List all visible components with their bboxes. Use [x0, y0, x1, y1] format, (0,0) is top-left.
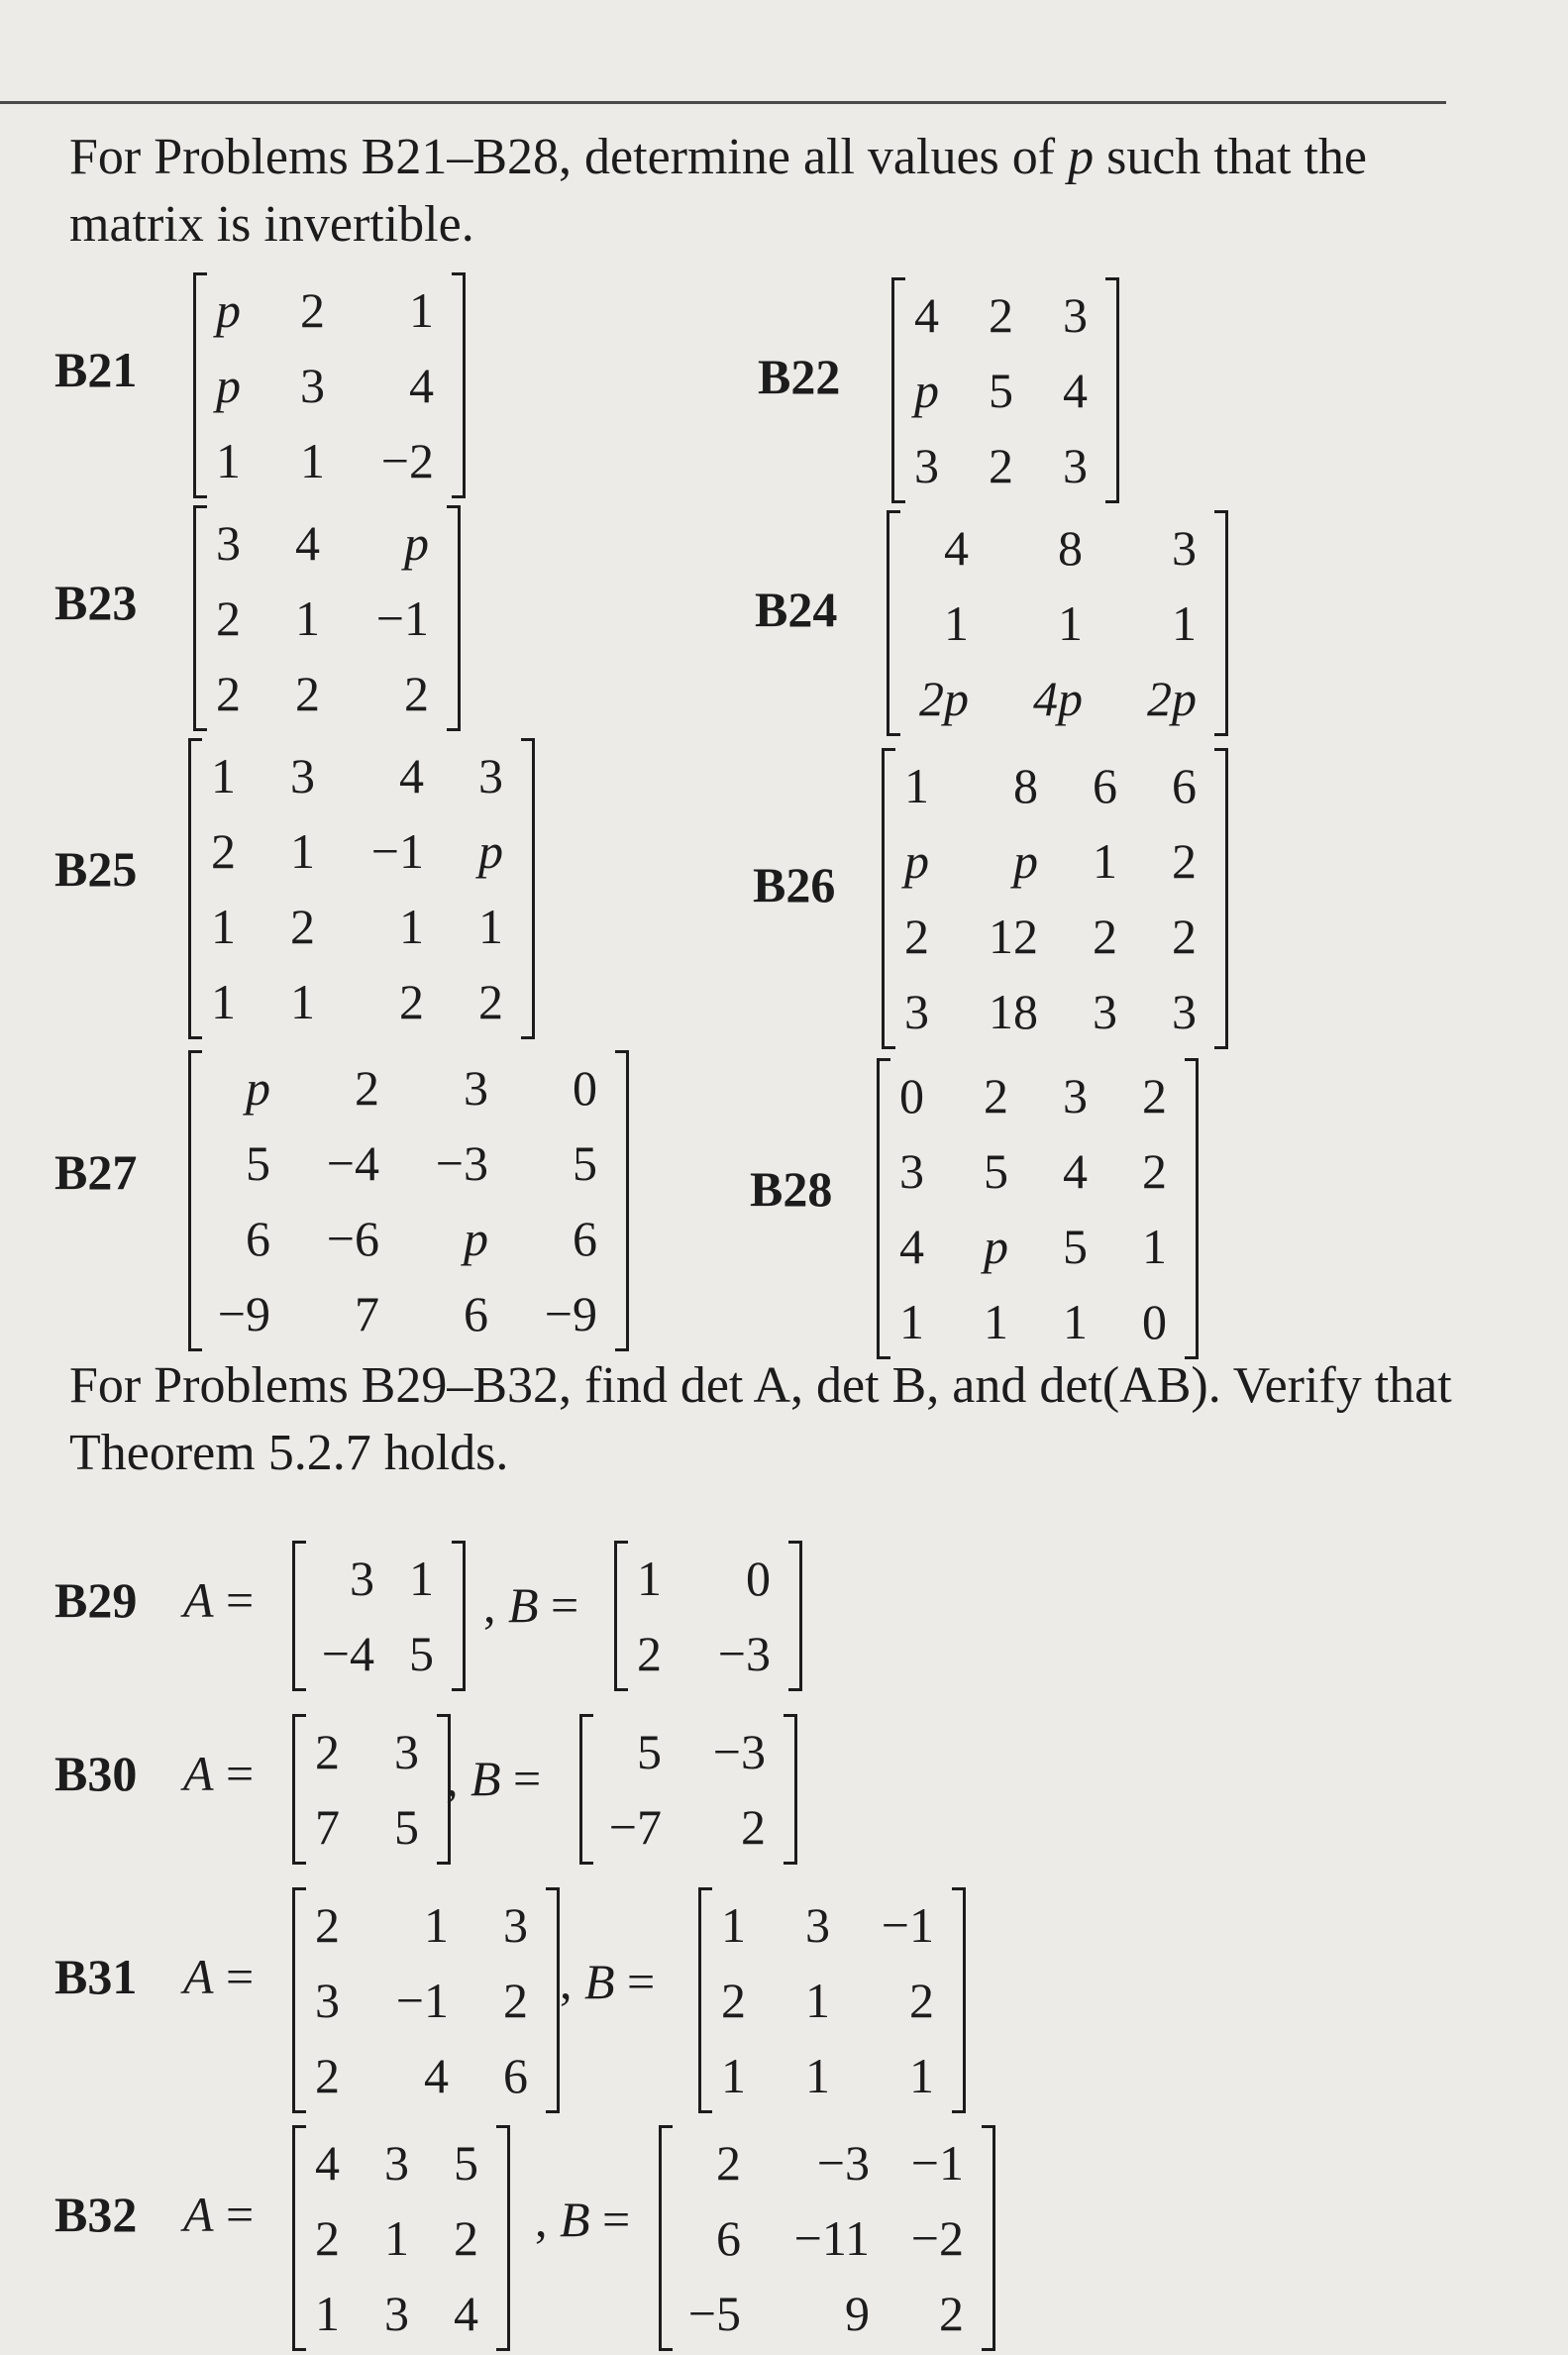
matrix-cell: 3 — [914, 438, 939, 493]
matrix-cell: 1 — [637, 1551, 662, 1606]
matrix-cell: 1 — [409, 282, 434, 338]
right-bracket — [1185, 1058, 1199, 1359]
matrix-cell: 2p — [1147, 671, 1197, 726]
matrix-b29-a — [292, 1541, 466, 1691]
matrix-cell: 3 — [1063, 287, 1088, 343]
matrix-cell: 2 — [939, 2286, 964, 2341]
matrix-cell: −2 — [910, 2210, 964, 2266]
matrix-cell: 2 — [478, 974, 503, 1029]
matrix-cell: 2 — [300, 282, 325, 338]
matrix-b28 — [877, 1058, 1199, 1359]
matrix-cell: p — [216, 358, 241, 413]
matrix-cell: 3 — [805, 1897, 830, 1953]
matrix-cell: 7 — [355, 1286, 379, 1341]
matrix-cell: 4 — [914, 287, 939, 343]
right-bracket — [615, 1050, 629, 1351]
matrix-cell: p — [216, 282, 241, 338]
matrix-cell: 1 — [315, 2286, 340, 2341]
matrix-cell: p — [246, 1060, 270, 1116]
right-bracket — [452, 1541, 466, 1691]
label-b30: B30 — [54, 1746, 138, 1801]
a-equals-b31: A = — [183, 1949, 255, 2004]
matrix-cell: p — [464, 1211, 488, 1266]
matrix-cell: 9 — [845, 2286, 870, 2341]
matrix-cell: 2 — [355, 1060, 379, 1116]
matrix-cell: 6 — [1093, 758, 1117, 813]
matrix-b21 — [193, 272, 466, 498]
matrix-cell: 18 — [989, 984, 1038, 1039]
left-bracket — [193, 505, 207, 731]
matrix-cell: 5 — [989, 363, 1013, 418]
matrix-grid — [207, 272, 452, 498]
right-bracket — [788, 1541, 802, 1691]
label-b23: B23 — [54, 575, 138, 630]
matrix-cell: 1 — [1058, 595, 1083, 651]
matrix-b23 — [193, 505, 461, 731]
matrix-cell: 1 — [721, 2048, 746, 2103]
matrix-cell: 1 — [300, 433, 325, 488]
matrix-cell: −6 — [326, 1211, 379, 1266]
matrix-cell: 5 — [984, 1143, 1008, 1199]
b-equals-b29: , B = — [483, 1577, 579, 1633]
matrix-cell: 2 — [1172, 909, 1197, 964]
matrix-cell: −1 — [370, 823, 424, 879]
matrix-cell: p — [984, 1219, 1008, 1274]
matrix-cell: 3 — [1093, 984, 1117, 1039]
matrix-cell: 2 — [1142, 1143, 1167, 1199]
matrix-cell: 3 — [350, 1551, 374, 1606]
matrix-cell: 0 — [573, 1060, 597, 1116]
matrix-cell: 3 — [503, 1897, 528, 1953]
label-b32: B32 — [54, 2187, 138, 2242]
matrix-cell: −4 — [321, 1626, 374, 1681]
matrix-cell: 7 — [315, 1799, 340, 1855]
matrix-b31-b — [698, 1887, 966, 2113]
matrix-cell: 3 — [464, 1060, 488, 1116]
left-bracket — [614, 1541, 628, 1691]
left-bracket — [188, 1050, 202, 1351]
left-bracket — [891, 277, 905, 503]
matrix-cell: 6 — [246, 1211, 270, 1266]
matrix-cell: 4 — [899, 1219, 924, 1274]
matrix-cell: 6 — [503, 2048, 528, 2103]
matrix-cell: 4 — [944, 520, 969, 576]
matrix-cell: 4 — [424, 2048, 449, 2103]
matrix-cell: 3 — [315, 1973, 340, 2028]
matrix-grid — [628, 1541, 788, 1691]
right-bracket — [1214, 510, 1228, 736]
a-equals-b32: A = — [183, 2187, 255, 2242]
matrix-cell: 12 — [989, 909, 1038, 964]
matrix-cell: 3 — [300, 358, 325, 413]
instructions-b29-b32: For Problems B29–B32, find det A, det B, and det(AB). Verify that Theorem 5.2.7 holds. — [69, 1357, 1452, 1481]
matrix-cell: 4 — [409, 358, 434, 413]
matrix-cell: p — [404, 515, 429, 571]
matrix-cell: 1 — [290, 974, 315, 1029]
matrix-cell: −3 — [717, 1626, 771, 1681]
matrix-b27 — [188, 1050, 629, 1351]
left-bracket — [659, 2125, 673, 2351]
label-b24: B24 — [755, 582, 838, 637]
matrix-cell: 3 — [1063, 438, 1088, 493]
matrix-cell: 1 — [409, 1551, 434, 1606]
matrix-cell: −9 — [544, 1286, 597, 1341]
matrix-grid — [905, 277, 1105, 503]
matrix-cell: 2p — [919, 671, 969, 726]
matrix-cell: 3 — [216, 515, 241, 571]
matrix-cell: 2 — [315, 2048, 340, 2103]
left-bracket — [579, 1714, 593, 1865]
matrix-cell: 1 — [399, 899, 424, 954]
matrix-grid — [593, 1714, 784, 1865]
matrix-cell: 3 — [384, 2286, 409, 2341]
right-bracket — [1214, 748, 1228, 1049]
matrix-cell: −9 — [217, 1286, 270, 1341]
matrix-cell: −1 — [395, 1973, 449, 2028]
matrix-cell: 1 — [216, 433, 241, 488]
matrix-grid — [306, 1887, 546, 2113]
matrix-cell: 4p — [1033, 671, 1083, 726]
matrix-cell: 2 — [315, 1897, 340, 1953]
matrix-grid — [712, 1887, 952, 2113]
matrix-grid — [306, 1714, 437, 1865]
right-bracket — [1105, 277, 1119, 503]
left-bracket — [292, 1887, 306, 2113]
matrix-cell: 1 — [211, 899, 236, 954]
right-bracket — [546, 1887, 560, 2113]
matrix-cell: 1 — [290, 823, 315, 879]
matrix-cell: 2 — [721, 1973, 746, 2028]
matrix-cell: p — [478, 823, 503, 879]
matrix-cell: p — [904, 833, 929, 889]
matrix-cell: 6 — [464, 1286, 488, 1341]
right-bracket — [982, 2125, 995, 2351]
matrix-cell: 2 — [290, 899, 315, 954]
matrix-cell: 6 — [573, 1211, 597, 1266]
matrix-cell: 5 — [637, 1724, 662, 1779]
matrix-cell: 2 — [295, 666, 320, 721]
matrix-b32-b — [659, 2125, 995, 2351]
matrix-cell: 1 — [384, 2210, 409, 2266]
matrix-cell: 2 — [989, 287, 1013, 343]
matrix-cell: 1 — [1063, 1294, 1088, 1349]
right-bracket — [452, 272, 466, 498]
right-bracket — [521, 738, 535, 1039]
matrix-cell: 1 — [721, 1897, 746, 1953]
matrix-cell: 2 — [503, 1973, 528, 2028]
matrix-cell: −7 — [608, 1799, 662, 1855]
matrix-grid — [202, 1050, 615, 1351]
label-b28: B28 — [750, 1161, 833, 1217]
matrix-grid — [890, 1058, 1185, 1359]
matrix-cell: 6 — [716, 2210, 741, 2266]
matrix-cell: 1 — [805, 1973, 830, 2028]
matrix-b26 — [882, 748, 1228, 1049]
left-bracket — [292, 1714, 306, 1865]
matrix-cell: 2 — [989, 438, 1013, 493]
matrix-cell: 4 — [1063, 1143, 1088, 1199]
matrix-cell: 3 — [1172, 520, 1197, 576]
a-equals-b29: A = — [183, 1572, 255, 1628]
matrix-cell: p — [1013, 833, 1038, 889]
matrix-cell: 1 — [904, 758, 929, 813]
right-bracket — [447, 505, 461, 731]
matrix-cell: 5 — [394, 1799, 419, 1855]
b-equals-b31: , B = — [560, 1954, 656, 2009]
b-equals-b30: , B = — [446, 1751, 542, 1806]
matrix-cell: −1 — [910, 2135, 964, 2191]
matrix-grid — [207, 505, 447, 731]
matrix-cell: 1 — [899, 1294, 924, 1349]
matrix-cell: 4 — [295, 515, 320, 571]
right-bracket — [952, 1887, 966, 2113]
matrix-cell: 1 — [1142, 1219, 1167, 1274]
left-bracket — [188, 738, 202, 1039]
matrix-cell: 5 — [409, 1626, 434, 1681]
left-bracket — [882, 748, 895, 1049]
matrix-cell: 3 — [478, 748, 503, 803]
matrix-cell: −11 — [793, 2210, 870, 2266]
matrix-cell: 4 — [315, 2135, 340, 2191]
instructions-b21-b28: For Problems B21–B28, determine all values of p such that the matrix is invertible. — [69, 129, 1367, 253]
matrix-b29-b — [614, 1541, 802, 1691]
label-b26: B26 — [753, 857, 836, 912]
matrix-cell: −3 — [435, 1135, 488, 1191]
matrix-b24 — [887, 510, 1228, 736]
matrix-cell: 2 — [211, 823, 236, 879]
matrix-cell: 2 — [216, 590, 241, 646]
matrix-cell: 1 — [295, 590, 320, 646]
matrix-cell: 2 — [315, 1724, 340, 1779]
left-bracket — [877, 1058, 890, 1359]
matrix-cell: 4 — [1063, 363, 1088, 418]
top-rule — [0, 101, 1446, 104]
matrix-grid — [306, 2125, 496, 2351]
label-b27: B27 — [54, 1144, 138, 1200]
matrix-b32-a — [292, 2125, 510, 2351]
matrix-cell: 3 — [1063, 1068, 1088, 1124]
matrix-b30-a — [292, 1714, 451, 1865]
matrix-cell: 0 — [746, 1551, 771, 1606]
matrix-cell: 5 — [573, 1135, 597, 1191]
label-b22: B22 — [758, 349, 841, 404]
matrix-cell: 2 — [741, 1799, 766, 1855]
matrix-cell: 6 — [1172, 758, 1197, 813]
matrix-cell: 1 — [424, 1897, 449, 1953]
matrix-cell: 3 — [384, 2135, 409, 2191]
matrix-cell: 2 — [315, 2210, 340, 2266]
matrix-cell: 5 — [246, 1135, 270, 1191]
matrix-cell: 2 — [637, 1626, 662, 1681]
matrix-grid — [673, 2125, 982, 2351]
left-bracket — [887, 510, 900, 736]
matrix-cell: −5 — [687, 2286, 741, 2341]
matrix-grid — [900, 510, 1214, 736]
matrix-cell: 2 — [454, 2210, 478, 2266]
matrix-grid — [202, 738, 521, 1039]
right-bracket — [496, 2125, 510, 2351]
matrix-cell: 5 — [454, 2135, 478, 2191]
matrix-grid — [895, 748, 1214, 1049]
left-bracket — [292, 1541, 306, 1691]
left-bracket — [292, 2125, 306, 2351]
matrix-b31-a — [292, 1887, 560, 2113]
matrix-cell: 1 — [211, 974, 236, 1029]
matrix-b22 — [891, 277, 1119, 503]
matrix-cell: 1 — [1172, 595, 1197, 651]
matrix-cell: 2 — [216, 666, 241, 721]
matrix-cell: 1 — [805, 2048, 830, 2103]
label-b29: B29 — [54, 1572, 138, 1628]
matrix-cell: 0 — [899, 1068, 924, 1124]
matrix-cell: 1 — [909, 2048, 934, 2103]
matrix-cell: 3 — [899, 1143, 924, 1199]
matrix-cell: 3 — [904, 984, 929, 1039]
matrix-cell: −3 — [816, 2135, 870, 2191]
matrix-cell: 2 — [1172, 833, 1197, 889]
matrix-cell: 2 — [404, 666, 429, 721]
matrix-b30-b — [579, 1714, 797, 1865]
matrix-cell: 2 — [716, 2135, 741, 2191]
matrix-cell: 2 — [1142, 1068, 1167, 1124]
matrix-cell: 2 — [399, 974, 424, 1029]
matrix-cell: 5 — [1063, 1219, 1088, 1274]
matrix-cell: 4 — [454, 2286, 478, 2341]
matrix-cell: 0 — [1142, 1294, 1167, 1349]
matrix-cell: 3 — [1172, 984, 1197, 1039]
matrix-cell: 1 — [211, 748, 236, 803]
a-equals-b30: A = — [183, 1746, 255, 1801]
matrix-cell: −3 — [712, 1724, 766, 1779]
matrix-cell: 2 — [1093, 909, 1117, 964]
label-b25: B25 — [54, 841, 138, 897]
matrix-cell: 2 — [909, 1973, 934, 2028]
matrix-grid — [306, 1541, 452, 1691]
matrix-cell: 1 — [1093, 833, 1117, 889]
matrix-cell: −2 — [380, 433, 434, 488]
matrix-cell: 3 — [290, 748, 315, 803]
matrix-cell: 4 — [399, 748, 424, 803]
matrix-cell: 1 — [478, 899, 503, 954]
matrix-cell: 8 — [1013, 758, 1038, 813]
b-equals-b32: , B = — [535, 2192, 631, 2247]
right-bracket — [784, 1714, 797, 1865]
matrix-cell: −1 — [375, 590, 429, 646]
matrix-cell: 3 — [394, 1724, 419, 1779]
matrix-cell: 1 — [944, 595, 969, 651]
label-b21: B21 — [54, 342, 138, 397]
matrix-cell: 2 — [984, 1068, 1008, 1124]
left-bracket — [698, 1887, 712, 2113]
matrix-cell: 2 — [904, 909, 929, 964]
matrix-b25 — [188, 738, 535, 1039]
matrix-cell: −4 — [326, 1135, 379, 1191]
left-bracket — [193, 272, 207, 498]
matrix-cell: 8 — [1058, 520, 1083, 576]
matrix-cell: p — [914, 363, 939, 418]
label-b31: B31 — [54, 1949, 138, 2004]
matrix-cell: 1 — [984, 1294, 1008, 1349]
matrix-cell: −1 — [881, 1897, 934, 1953]
